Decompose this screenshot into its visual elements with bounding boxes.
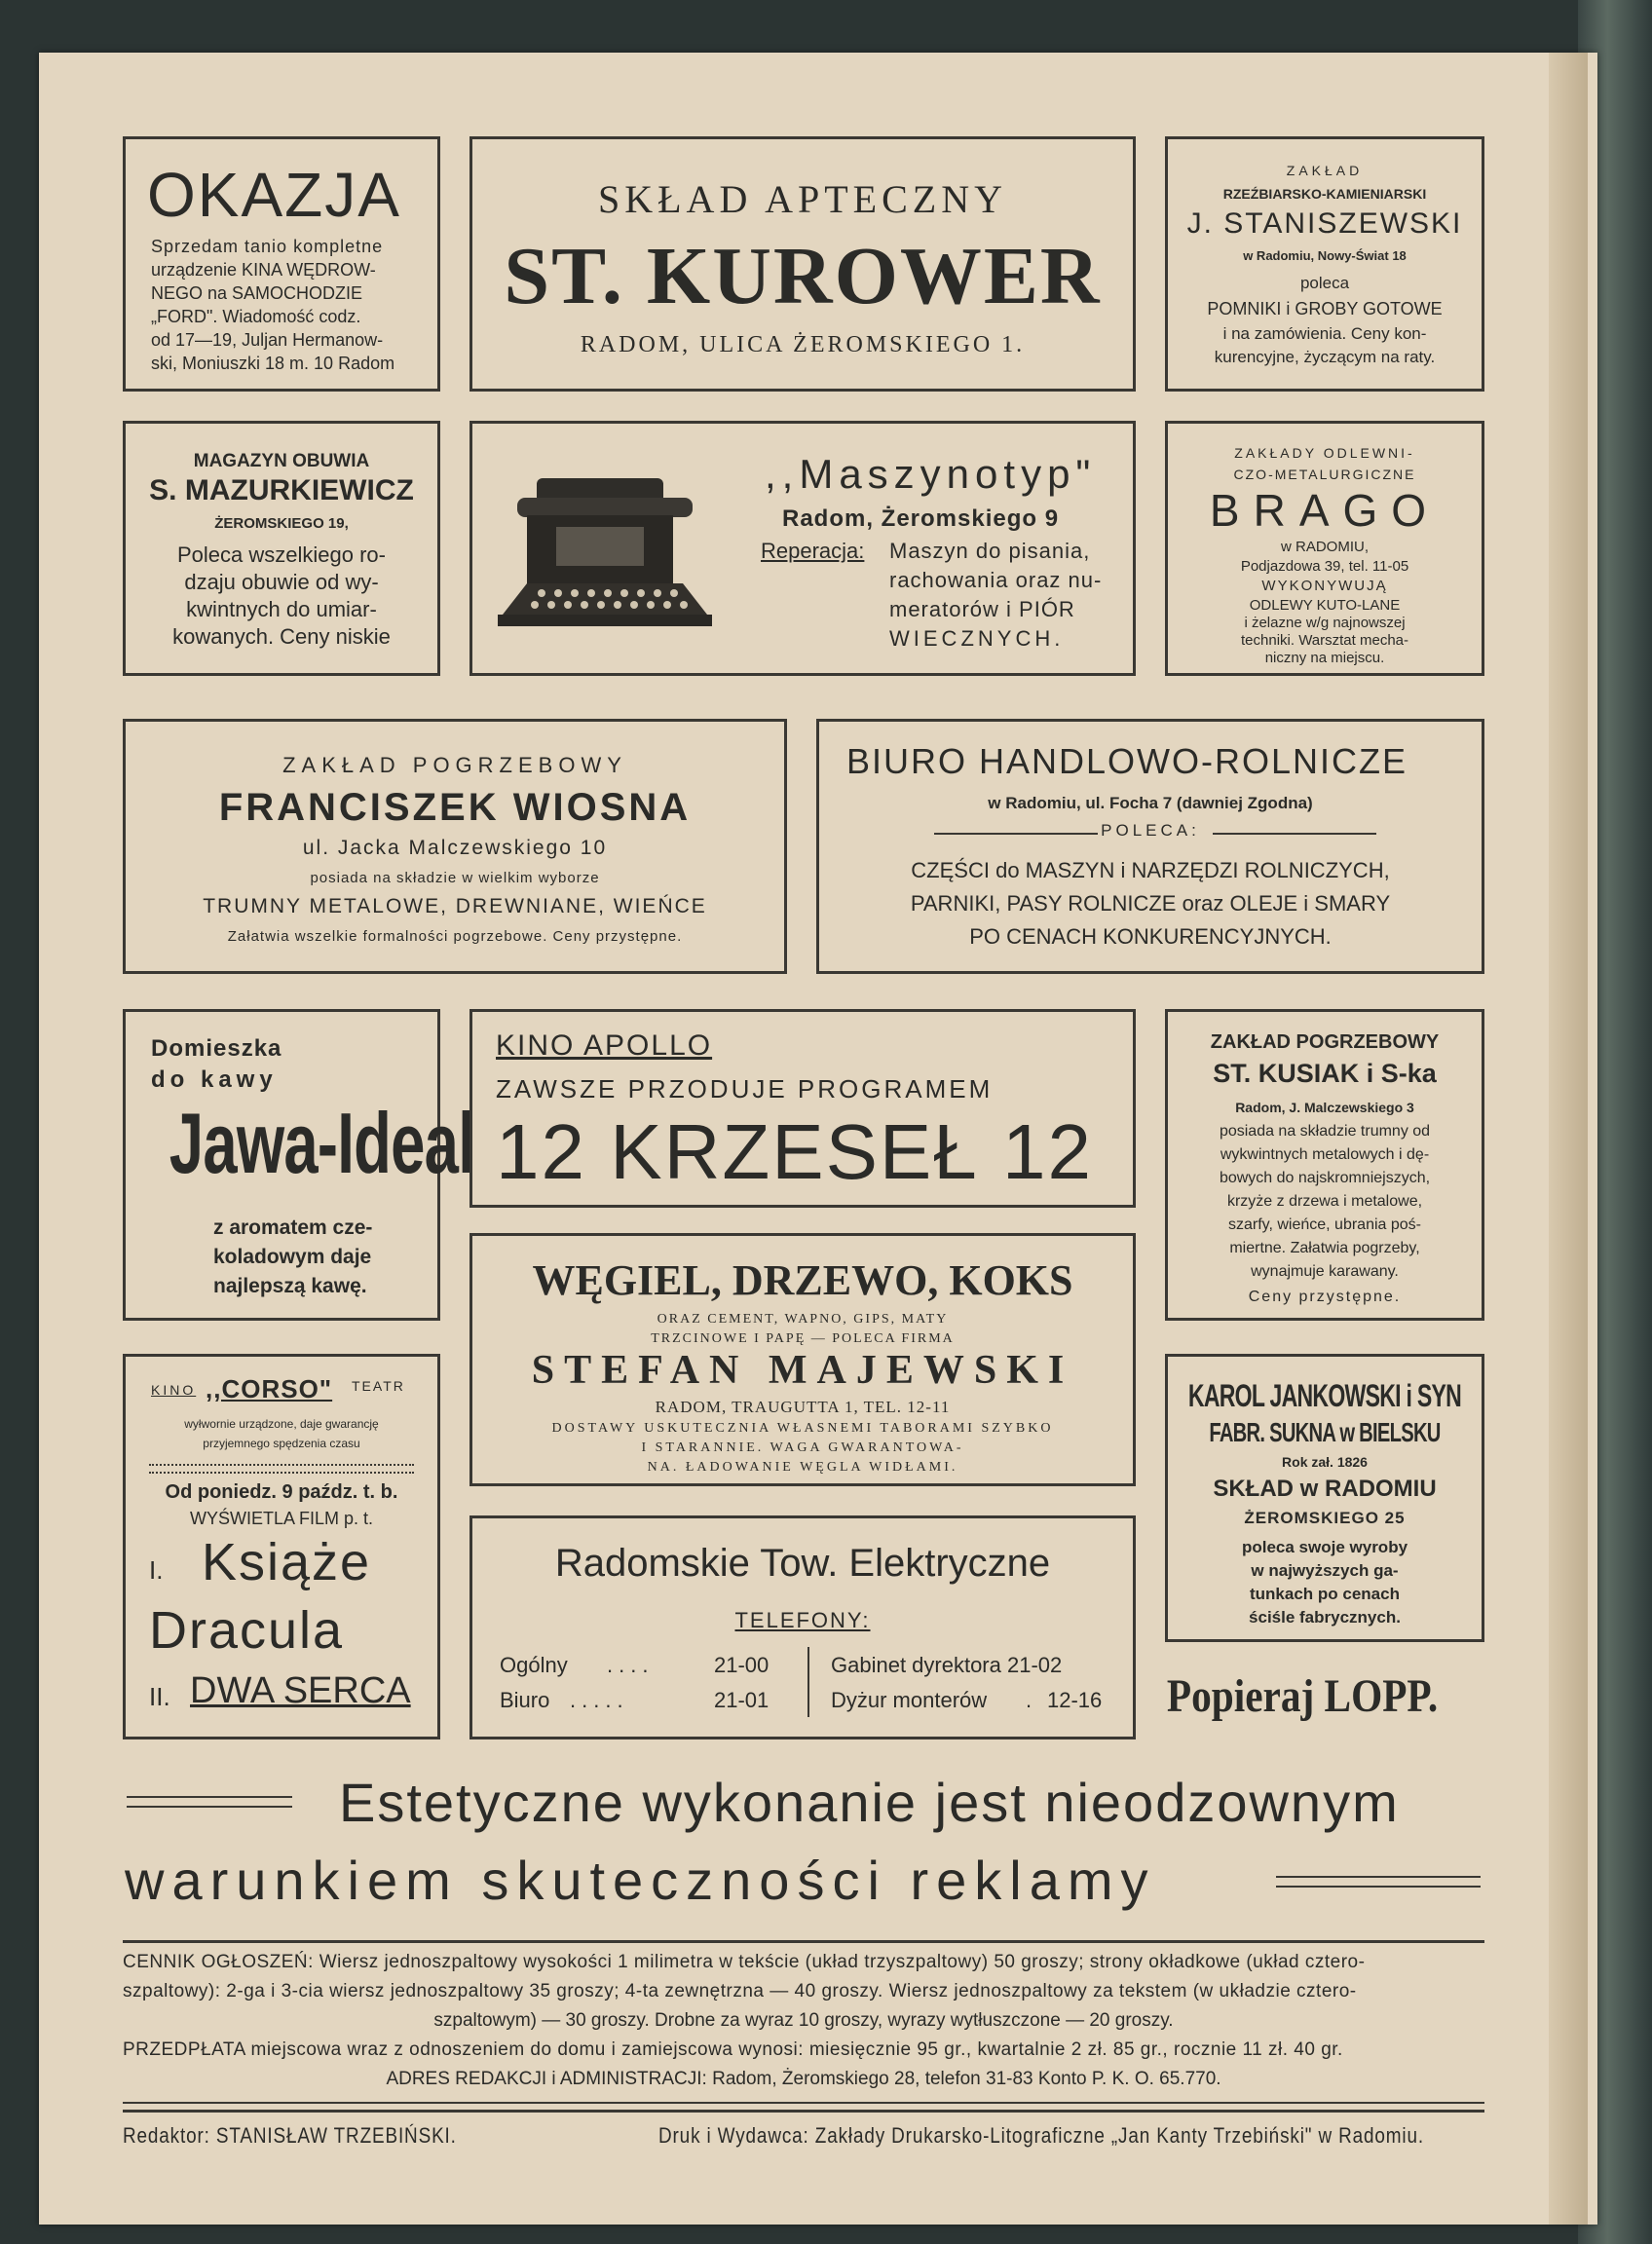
obuwie-body-1: Poleca wszelkiego ro- — [177, 542, 386, 567]
okazja-line-5: od 17—19, Juljan Hermanow- — [151, 330, 384, 350]
corso-film-1-number: I. — [149, 1555, 164, 1585]
ad-wiosna — [123, 719, 787, 974]
brago-line-9: niczny na miejscu. — [1264, 650, 1385, 666]
corso-line-3: Od poniedz. 9 paźdz. t. b. — [165, 1481, 398, 1503]
wegiel-line-4: DOSTAWY USKUTECZNIA WŁASNEMI TABORAMI SZYBKO — [551, 1421, 1054, 1436]
kurower-name: ST. KUROWER — [504, 231, 1102, 321]
kusiak-body-2: wykwintnych metalowych i dę- — [1220, 1146, 1430, 1163]
footer-publisher: Druk i Wydawca: Zakłady Drukarsko-Litograficzne „Jan Kanty Trzebiński" w Radomiu. — [658, 2123, 1424, 2148]
wiosna-line-3: posiada na składzie w wielkim wyborze — [310, 870, 600, 886]
corso-film-2-number: II. — [149, 1682, 170, 1711]
elektryczne-name: Radomskie Tow. Elektryczne — [554, 1542, 1051, 1585]
slogan-rule-top — [127, 1796, 292, 1798]
ad-kusiak — [1165, 1009, 1484, 1321]
kusiak-body-3: bowych do najskromniejszych, — [1219, 1170, 1431, 1186]
kusiak-line-1: ZAKŁAD POGRZEBOWY — [1210, 1031, 1440, 1053]
brago-line-8: techniki. Warsztat mecha- — [1241, 632, 1408, 649]
kusiak-body-4: krzyże z drzewa i metalowe, — [1226, 1193, 1423, 1210]
brago-line-2: CZO-METALURGICZNE — [1233, 467, 1416, 482]
maszynotyp-label: Reperacja: — [761, 539, 865, 563]
corso-kino: KINO — [151, 1382, 197, 1398]
staniszewski-line-5: POMNIKI i GROBY GOTOWE — [1207, 299, 1443, 318]
typewriter-illustration — [498, 468, 712, 634]
brago-line-7: i żelazne w/g najnowszej — [1244, 615, 1406, 631]
okazja-line-4: „FORD". Wiadomość codz. — [151, 307, 361, 326]
jawa-line-1: Domieszka — [151, 1035, 282, 1062]
wegiel-line-3: RADOM, TRAUGUTTA 1, TEL. 12-11 — [655, 1398, 951, 1416]
kusiak-line-2: Ceny przystępne. — [1248, 1289, 1402, 1305]
obuwie-body-2: dzaju obuwie od wy- — [184, 570, 379, 594]
wegiel-line-1: ORAZ CEMENT, WAPNO, GIPS, MATY — [657, 1312, 949, 1327]
apollo-line-1: ZAWSZE PRZODUJE PROGRAMEM — [496, 1074, 994, 1103]
brago-line-1: ZAKŁADY ODLEWNI- — [1234, 445, 1415, 461]
wegiel-name: STEFAN MAJEWSKI — [531, 1348, 1074, 1393]
obuwie-body-4: kowanych. Ceny niskie — [172, 624, 391, 649]
corso-line-4: WYŚWIETLA FILM p. t. — [189, 1509, 374, 1528]
biuro-poleca: POLECA: — [1101, 821, 1200, 840]
brago-line-4: Podjazdowa 39, tel. 11-05 — [1240, 558, 1409, 575]
cennik-line-1: CENNIK OGŁOSZEŃ: Wiersz jednoszpaltowy wysokości 1 milimetra w tekście (układ trzyszpaltowy) 50 groszy; strony okładkowe (układ cztero- — [123, 1952, 1366, 1972]
jankowski-line-2: Rok zał. 1826 — [1282, 1454, 1368, 1470]
elektryczne-row-1-dots: .... — [607, 1653, 655, 1677]
kusiak-body-5: szarfy, wieńce, ubrania poś- — [1227, 1216, 1421, 1233]
elektryczne-row-4-number: 12-16 — [1047, 1688, 1103, 1712]
corso-divider — [149, 1464, 414, 1474]
staniszewski-line-3: w Radomiu, Nowy-Świat 18 — [1243, 248, 1407, 263]
elektryczne-row-3-label: Gabinet dyrektora 21-02 — [831, 1653, 1063, 1677]
lopp-slogan: Popieraj LOPP. — [1166, 1670, 1439, 1722]
corso-film-1-title-a: Książe — [202, 1533, 372, 1591]
obuwie-body-3: kwintnych do umiar- — [186, 597, 377, 621]
kusiak-name: ST. KUSIAK i S-ka — [1213, 1059, 1437, 1088]
staniszewski-name: J. STANISZEWSKI — [1186, 207, 1463, 240]
biuro-line-2: PARNIKI, PASY ROLNICZE oraz OLEJE i SMARY — [910, 891, 1391, 916]
jankowski-line-3: SKŁAD w RADOMIU — [1213, 1476, 1437, 1502]
corso-name: ,,CORSO" — [206, 1374, 333, 1403]
kusiak-body-6: miertne. Załatwia pogrzeby, — [1229, 1240, 1420, 1256]
staniszewski-line-6: i na zamówienia. Ceny kon- — [1222, 324, 1427, 343]
elektryczne-row-4-label: Dyżur monterów — [831, 1688, 988, 1712]
cennik-line-2: szpaltowy): 2-ga i 3-cia wiersz jednoszpaltowy 35 groszy; 4-ta zewnętrzna — 40 groszy. Wiersz jednoszpaltowy za tekstem (w układzie cztero- — [123, 1981, 1357, 2001]
slogan-rule-right-top — [1276, 1876, 1481, 1878]
wiosna-line-2: ul. Jacka Malczewskiego 10 — [302, 837, 608, 859]
jawa-body-3: najlepszą kawę. — [213, 1275, 367, 1297]
kusiak-body-1: posiada na składzie trumny od — [1219, 1123, 1431, 1140]
brago-line-6: ODLEWY KUTO-LANE — [1249, 597, 1401, 614]
corso-film-2-title: DWA SERCA — [190, 1670, 411, 1711]
obuwie-name: S. MAZURKIEWICZ — [149, 474, 414, 506]
footer-divider-bottom — [123, 2110, 1484, 2113]
wegiel-line-2: TRZCINOWE I PAPĘ — POLECA FIRMA — [651, 1331, 955, 1346]
apollo-big: 12 KRZESEŁ 12 — [496, 1108, 1093, 1195]
slogan-line-2: warunkiem skuteczności reklamy — [125, 1850, 1156, 1911]
ad-majewski — [469, 1233, 1136, 1486]
maszynotyp-line-2: rachowania oraz nu- — [889, 568, 1103, 592]
okazja-line-3: NEGO na SAMOCHODZIE — [151, 283, 363, 303]
apollo-name: KINO APOLLO — [496, 1029, 713, 1062]
elektryczne-row-2-number: 21-01 — [714, 1688, 770, 1712]
footer-divider-top — [123, 2102, 1484, 2104]
biuro-rule-right — [1213, 833, 1376, 835]
ad-okazja — [123, 136, 440, 392]
cennik-divider-top — [123, 1940, 1484, 1943]
corso-teatr: TEATR — [352, 1378, 405, 1394]
jawa-line-2: do kawy — [151, 1066, 278, 1093]
staniszewski-line-1: ZAKŁAD — [1286, 163, 1364, 178]
ad-maszynotyp — [469, 421, 1136, 676]
jawa-brand: Jawa-Ideal — [169, 1095, 475, 1191]
slogan-rule-bottom — [127, 1806, 292, 1808]
ad-staniszewski — [1165, 136, 1484, 392]
ad-kino-corso — [123, 1354, 440, 1739]
kusiak-body-7: wynajmuje karawany. — [1251, 1263, 1399, 1280]
jankowski-name: KAROL JANKOWSKI i SYN — [1187, 1378, 1462, 1413]
wegiel-line-6: NA. ŁADOWANIE WĘGLA WIDŁAMI. — [647, 1460, 958, 1475]
biuro-line-1: CZĘŚCI do MASZYN i NARZĘDZI ROLNICZYCH, — [911, 858, 1390, 882]
slogan-line-1: Estetyczne wykonanie jest nieodzownym — [339, 1772, 1400, 1833]
page-edge — [1549, 53, 1588, 2225]
elektryczne-row-2-label: Biuro — [500, 1688, 550, 1712]
elektryczne-row-1-number: 21-00 — [714, 1653, 770, 1677]
corso-film-1-title-b: Dracula — [149, 1601, 345, 1660]
corso-line-2: przyjemnego spędzenia czasu — [203, 1437, 360, 1450]
elektryczne-telefony: TELEFONY: — [734, 1608, 871, 1632]
cennik-line-5: ADRES REDAKCJI i ADMINISTRACJI: Radom, Żeromskiego 28, telefon 31-83 Konto P. K. O. 65.770. — [386, 2069, 1221, 2089]
wegiel-line-5: I STARANNIE. WAGA GWARANTOWA- — [641, 1440, 964, 1455]
maszynotyp-line-4: WIECZNYCH. — [889, 626, 1065, 651]
cennik-line-3: szpaltowym) — 30 groszy. Drobne za wyraz 10 groszy, wyrazy wytłuszczone — 20 groszy. — [433, 2010, 1174, 2031]
biuro-address: w Radomiu, ul. Focha 7 (dawniej Zgodna) — [988, 794, 1313, 812]
wiosna-line-4: TRUMNY METALOWE, DREWNIANE, WIEŃCE — [203, 895, 707, 917]
wegiel-title: WĘGIEL, DRZEWO, KOKS — [532, 1256, 1073, 1304]
maszynotyp-line-3: meratorów i PIÓR — [889, 597, 1075, 621]
obuwie-line-2: ŻEROMSKIEGO 19, — [214, 515, 349, 532]
jankowski-line-1: FABR. SUKNA w BIELSKU — [1209, 1417, 1441, 1447]
maszynotyp-line-1: Maszyn do pisania, — [889, 539, 1091, 563]
kurower-line-1: SKŁAD APTECZNY — [597, 177, 1008, 221]
ad-elektryczne — [469, 1515, 1136, 1739]
ad-jawa-ideal — [123, 1009, 475, 1321]
maszynotyp-name: ,,Maszynotyp" — [765, 451, 1097, 497]
okazja-line-2: urządzenie KINA WĘDROW- — [151, 260, 376, 280]
wiosna-name: FRANCISZEK WIOSNA — [218, 786, 692, 829]
footer-editor: Redaktor: STANISŁAW TRZEBIŃSKI. — [123, 2123, 457, 2148]
okazja-line-6: ski, Moniuszki 18 m. 10 Radom — [151, 354, 395, 373]
jawa-body-1: z aromatem cze- — [213, 1216, 373, 1239]
jankowski-body-4: ściśle fabrycznych. — [1249, 1608, 1401, 1627]
cennik-line-4: PRZEDPŁATA miejscowa wraz z odnoszeniem do domu i zamiejscowa wynosi: miesięcznie 95 gr., kwartalnie 2 zł. 85 gr., rocznie 11 zł. 40 gr. — [123, 2039, 1343, 2060]
kusiak-address: Radom, J. Malczewskiego 3 — [1235, 1100, 1414, 1115]
ad-brago — [1165, 421, 1484, 676]
maszynotyp-address: Radom, Żeromskiego 9 — [782, 505, 1060, 532]
biuro-line-3: PO CENACH KONKURENCYJNYCH. — [969, 924, 1332, 949]
slogan-rule-right-bottom — [1276, 1886, 1481, 1888]
jankowski-line-4: ŻEROMSKIEGO 25 — [1244, 1509, 1406, 1527]
staniszewski-line-4: poleca — [1299, 274, 1350, 292]
elektryczne-row-1-label: Ogólny — [500, 1653, 568, 1677]
elektryczne-column-divider — [807, 1647, 809, 1717]
jankowski-body-3: tunkach po cenach — [1250, 1585, 1400, 1603]
ad-kino-apollo — [469, 1009, 1136, 1208]
biuro-name: BIURO HANDLOWO-ROLNICZE — [846, 741, 1408, 781]
okazja-title: OKAZJA — [147, 160, 401, 230]
ad-biuro — [816, 719, 1484, 974]
jankowski-body-2: w najwyższych ga- — [1251, 1561, 1399, 1580]
wiosna-line-5: Załatwia wszelkie formalności pogrzebowe. Ceny przystępne. — [227, 928, 683, 945]
okazja-line-1: Sprzedam tanio kompletne — [151, 237, 384, 256]
wiosna-line-1: ZAKŁAD POGRZEBOWY — [282, 753, 627, 777]
kurower-address: RADOM, ULICA ŻEROMSKIEGO 1. — [580, 332, 1026, 357]
brago-line-5: WYKONYWUJĄ — [1261, 578, 1388, 594]
elektryczne-row-4-dots: . — [1026, 1688, 1032, 1712]
ad-kurower — [469, 136, 1136, 392]
obuwie-line-1: MAGAZYN OBUWIA — [193, 451, 370, 471]
jawa-body-2: koladowym daje — [213, 1246, 372, 1268]
brago-name: BRAGO — [1209, 485, 1441, 536]
brago-line-3: w RADOMIU, — [1281, 539, 1369, 555]
corso-line-1: wyłwornie urządzone, daje gwarancję — [184, 1417, 379, 1431]
elektryczne-row-2-dots: ..... — [570, 1688, 629, 1712]
ad-mazurkiewicz — [123, 421, 440, 676]
staniszewski-line-2: RZEŹBIARSKO-KAMIENIARSKI — [1222, 186, 1427, 202]
staniszewski-line-7: kurencyjne, życzącym na raty. — [1214, 348, 1436, 366]
jankowski-body-1: poleca swoje wyroby — [1241, 1538, 1408, 1556]
ad-jankowski — [1165, 1354, 1484, 1642]
